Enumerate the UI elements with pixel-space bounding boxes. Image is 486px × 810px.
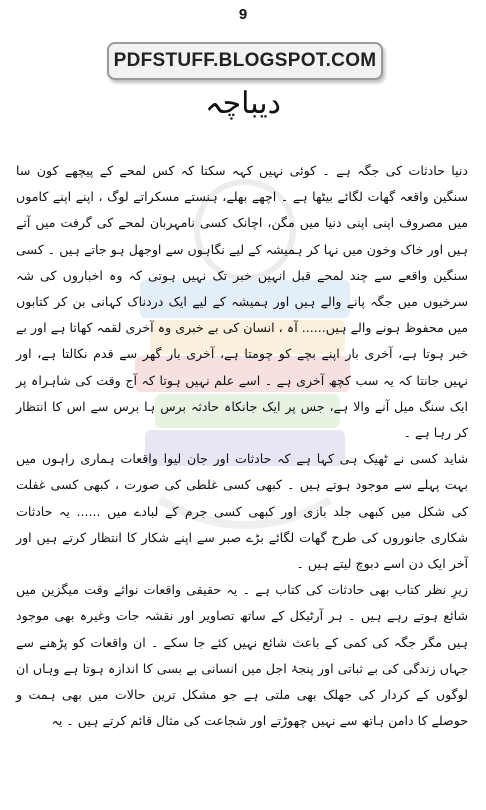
watermark-text: PDFSTUFF.BLOGSPOT.COM: [113, 50, 377, 71]
paragraph: شاید کسی نے ٹھیک ہی کہا ہے کہ حادثات اور جان لیوا واقعات ہماری راہوں میں بہت پہلے سے موجود ہوتے ہیں ۔ کبھی کسی غلطی کی صورت ، کبھی کسی غفلت کی شکل میں کبھی جلد بازی اور کبھی کسی جرم کے لبادے میں ...... یہ حادثات شکاری جانوروں کی طرح گھات لگائے بڑے صبر سے اپنے شکار کا انتظار کرتے ہیں اور آخر ایک دن اسے دبوچ لیتے ہیں ۔: [16, 451, 468, 572]
body-text: [16, 158, 468, 734]
watermark-banner: [107, 42, 383, 80]
paragraph: دنیا حادثات کی جگہ ہے ۔ کوئی نہیں کہہ سکتا کہ کس لمحے کے پیچھے کون سا سنگین واقعہ گھات لگائے بیٹھا ہے ۔ اچھے بھلے، ہنستے مسکراتے لوگ ، اپنے اپنے کاموں میں مصروف اپنی اپنی دنیا میں مگن، اچانک کسی نامہربان لمحے کی گرفت میں آتے ہیں اور خاک وخون میں نہا کر ہمیشہ کے لیے نگاہوں سے اوجھل ہو جاتے ہیں ۔ کسی سنگین واقعے سے چند لمحے قبل انہیں خبر تک نہیں ہوتی کہ وہ اخباروں کی شہ سرخیوں میں جگہ پانے والے ہیں اور ہمیشہ کے لیے ایک دردناک کہانی بن کر کتابوں میں محفوظ ہونے والے ہیں...... آہ ، انسان کی بے خبری وہ آخری لقمہ کھاتا ہے اور بے خبر ہوتا ہے، آخری بار اپنے بچے کو چومتا ہے، آخری بار گھر سے قدم نکالتا ہے، اور نہیں جانتا کہ یہ سب کچھ آخری ہے ۔ اسے علم نہیں ہوتا کہ آج وقت کی شاہراہ پر ایک سنگ میل آنے والا ہے، جس پر ایک جانکاہ حادثہ برس ہا برس سے اس کا انتظار کر رہا ہے ۔: [16, 163, 468, 441]
page-number: 9: [238, 6, 248, 23]
paragraph: زیرِ نظر کتاب بھی حادثات کی کتاب ہے ۔ یہ حقیقی واقعات نوائے وقت میگزین میں شائع ہوتے رہے ہیں ۔ ہر آرٹیکل کے ساتھ تصاویر اور نقشہ جات وغیرہ بھی موجود ہیں مگر جگہ کی کمی کے باعث شائع نہیں کئے جا سکے ۔ ان واقعات کو پڑھنے سے جہاں زندگی کی بے ثباتی اور پنجۂ اجل میں انسانی بے بسی کا اندازہ ہوتا ہے وہاں ان لوگوں کے کردار کی جھلک بھی ملتی ہے جو مشکل ترین حالات میں بھی ہمت و حوصلے کا دامن ہاتھ سے نہیں چھوڑتے اور شجاعت کی مثال قائم کرتے ہیں ۔ یہ: [16, 582, 468, 729]
chapter-title: دیباچہ: [204, 86, 282, 121]
